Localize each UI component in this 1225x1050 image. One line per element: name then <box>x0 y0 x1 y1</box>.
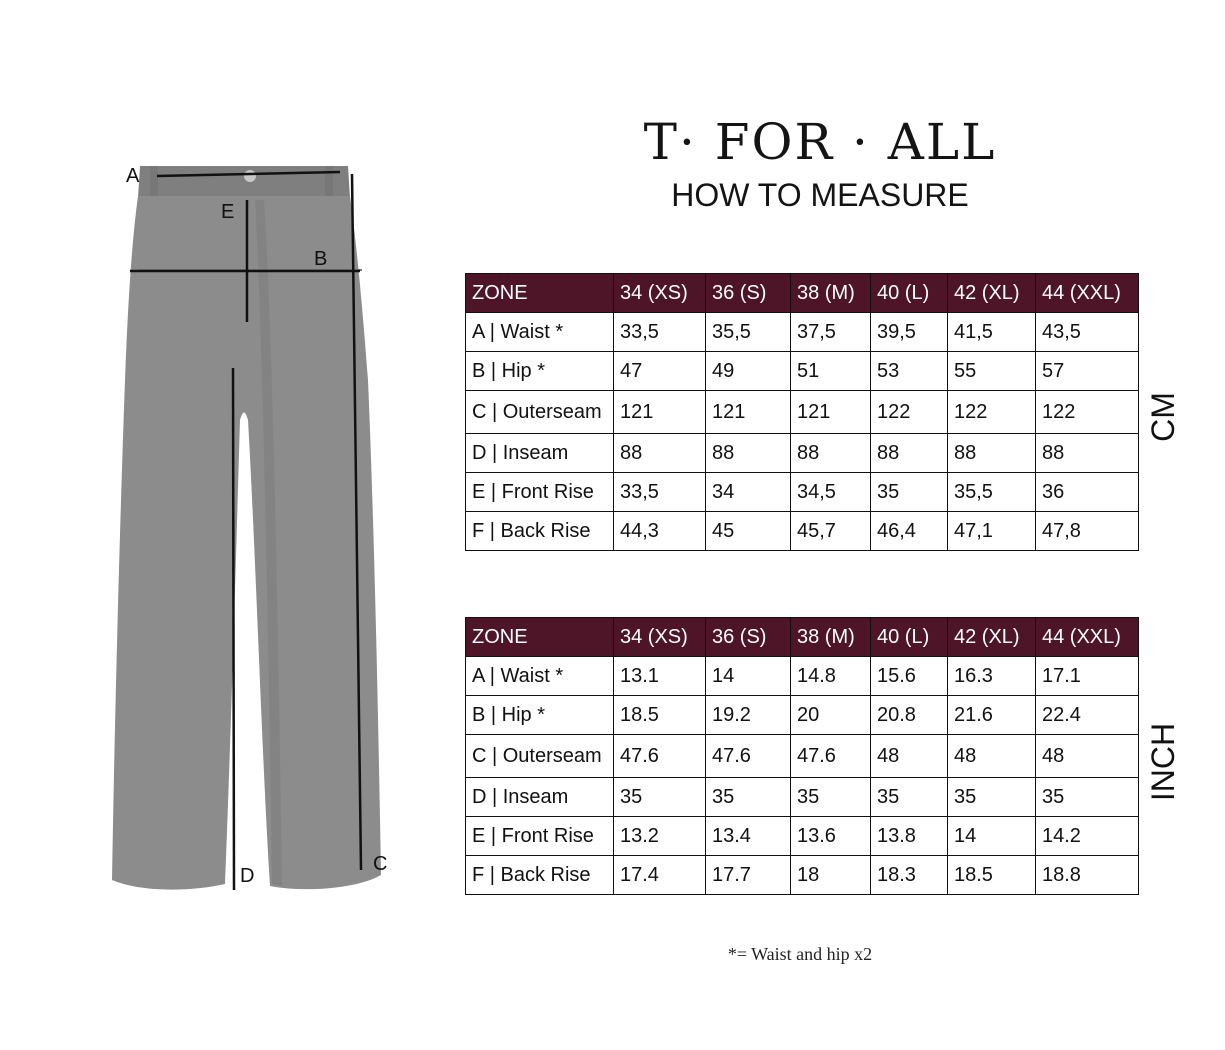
value-cell: 88 <box>871 434 948 473</box>
header-zone: ZONE <box>466 274 614 313</box>
table-row <box>466 352 1139 391</box>
label-a: A <box>126 165 140 187</box>
value-cell: 16.3 <box>948 657 1036 696</box>
value-cell: 13.4 <box>706 817 791 856</box>
value-cell: 35 <box>791 778 871 817</box>
page-title: HOW TO MEASURE <box>671 177 969 213</box>
value-cell: 35,5 <box>948 473 1036 512</box>
label-b: B <box>314 248 328 270</box>
table-header-row <box>466 618 1139 657</box>
label-d: D <box>240 865 255 887</box>
value-cell: 18.3 <box>871 856 948 895</box>
value-cell: 43,5 <box>1036 313 1139 352</box>
value-cell: 48 <box>948 735 1036 778</box>
value-cell: 14 <box>948 817 1036 856</box>
value-cell: 35 <box>1036 778 1139 817</box>
table-row <box>466 696 1139 735</box>
value-cell: 18.8 <box>1036 856 1139 895</box>
value-cell: 122 <box>1036 391 1139 434</box>
value-cell: 39,5 <box>871 313 948 352</box>
header-size: 38 (M) <box>791 274 871 313</box>
value-cell: 35 <box>871 778 948 817</box>
label-e: E <box>221 201 235 223</box>
zone-cell: B | Hip * <box>466 352 614 391</box>
zone-cell: F | Back Rise <box>466 512 614 551</box>
size-table-inch <box>465 617 1139 895</box>
value-cell: 88 <box>614 434 706 473</box>
table-row <box>466 735 1139 778</box>
value-cell: 14.8 <box>791 657 871 696</box>
value-cell: 53 <box>871 352 948 391</box>
value-cell: 45 <box>706 512 791 551</box>
value-cell: 122 <box>948 391 1036 434</box>
value-cell: 13.2 <box>614 817 706 856</box>
value-cell: 34,5 <box>791 473 871 512</box>
value-cell: 88 <box>1036 434 1139 473</box>
table-row <box>466 856 1139 895</box>
value-cell: 22.4 <box>1036 696 1139 735</box>
zone-cell: E | Front Rise <box>466 817 614 856</box>
value-cell: 46,4 <box>871 512 948 551</box>
value-cell: 18 <box>791 856 871 895</box>
value-cell: 44,3 <box>614 512 706 551</box>
header-size: 36 (S) <box>706 618 791 657</box>
value-cell: 18.5 <box>614 696 706 735</box>
zone-cell: B | Hip * <box>466 696 614 735</box>
zone-cell: E | Front Rise <box>466 473 614 512</box>
size-table-cm <box>465 273 1139 551</box>
value-cell: 47.6 <box>614 735 706 778</box>
table-row <box>466 778 1139 817</box>
value-cell: 35 <box>871 473 948 512</box>
value-cell: 121 <box>614 391 706 434</box>
value-cell: 34 <box>706 473 791 512</box>
value-cell: 13.6 <box>791 817 871 856</box>
value-cell: 122 <box>871 391 948 434</box>
header-size: 34 (XS) <box>614 618 706 657</box>
value-cell: 17.4 <box>614 856 706 895</box>
value-cell: 15.6 <box>871 657 948 696</box>
header-size: 42 (XL) <box>948 274 1036 313</box>
value-cell: 47,1 <box>948 512 1036 551</box>
value-cell: 48 <box>1036 735 1139 778</box>
table-row <box>466 473 1139 512</box>
value-cell: 51 <box>791 352 871 391</box>
value-cell: 33,5 <box>614 313 706 352</box>
value-cell: 17.1 <box>1036 657 1139 696</box>
zone-cell: D | Inseam <box>466 434 614 473</box>
value-cell: 49 <box>706 352 791 391</box>
value-cell: 41,5 <box>948 313 1036 352</box>
value-cell: 88 <box>706 434 791 473</box>
table-row <box>466 434 1139 473</box>
zone-cell: D | Inseam <box>466 778 614 817</box>
zone-cell: C | Outerseam <box>466 391 614 434</box>
value-cell: 35 <box>706 778 791 817</box>
header-size: 40 (L) <box>871 618 948 657</box>
zone-cell: F | Back Rise <box>466 856 614 895</box>
value-cell: 55 <box>948 352 1036 391</box>
value-cell: 35 <box>948 778 1036 817</box>
value-cell: 20 <box>791 696 871 735</box>
table-row <box>466 657 1139 696</box>
header-size: 34 (XS) <box>614 274 706 313</box>
value-cell: 47.6 <box>791 735 871 778</box>
pants-diagram <box>0 0 440 920</box>
table-header-row <box>466 274 1139 313</box>
value-cell: 88 <box>948 434 1036 473</box>
value-cell: 36 <box>1036 473 1139 512</box>
header-size: 40 (L) <box>871 274 948 313</box>
brand-logo: T· FOR · ALL <box>643 113 997 171</box>
header-size: 36 (S) <box>706 274 791 313</box>
value-cell: 14.2 <box>1036 817 1139 856</box>
zone-cell: A | Waist * <box>466 313 614 352</box>
inseam-line <box>233 368 234 890</box>
header-size: 42 (XL) <box>948 618 1036 657</box>
table-row <box>466 391 1139 434</box>
zone-cell: C | Outerseam <box>466 735 614 778</box>
value-cell: 13.8 <box>871 817 948 856</box>
value-cell: 37,5 <box>791 313 871 352</box>
zone-cell: A | Waist * <box>466 657 614 696</box>
value-cell: 14 <box>706 657 791 696</box>
value-cell: 18.5 <box>948 856 1036 895</box>
value-cell: 33,5 <box>614 473 706 512</box>
value-cell: 13.1 <box>614 657 706 696</box>
value-cell: 17.7 <box>706 856 791 895</box>
value-cell: 57 <box>1036 352 1139 391</box>
value-cell: 20.8 <box>871 696 948 735</box>
unit-label-cm: CM <box>1145 392 1181 442</box>
value-cell: 88 <box>791 434 871 473</box>
table-row <box>466 817 1139 856</box>
header-size: 44 (XXL) <box>1036 618 1139 657</box>
value-cell: 121 <box>706 391 791 434</box>
value-cell: 21.6 <box>948 696 1036 735</box>
header-size: 38 (M) <box>791 618 871 657</box>
header-size: 44 (XXL) <box>1036 274 1139 313</box>
header-zone: ZONE <box>466 618 614 657</box>
value-cell: 45,7 <box>791 512 871 551</box>
value-cell: 19.2 <box>706 696 791 735</box>
table-row <box>466 512 1139 551</box>
value-cell: 47.6 <box>706 735 791 778</box>
value-cell: 121 <box>791 391 871 434</box>
unit-label-inch: INCH <box>1145 722 1181 802</box>
value-cell: 48 <box>871 735 948 778</box>
value-cell: 47,8 <box>1036 512 1139 551</box>
value-cell: 47 <box>614 352 706 391</box>
value-cell: 35 <box>614 778 706 817</box>
value-cell: 35,5 <box>706 313 791 352</box>
footnote: *= Waist and hip x2 <box>727 944 873 964</box>
table-row <box>466 313 1139 352</box>
label-c: C <box>373 853 388 875</box>
